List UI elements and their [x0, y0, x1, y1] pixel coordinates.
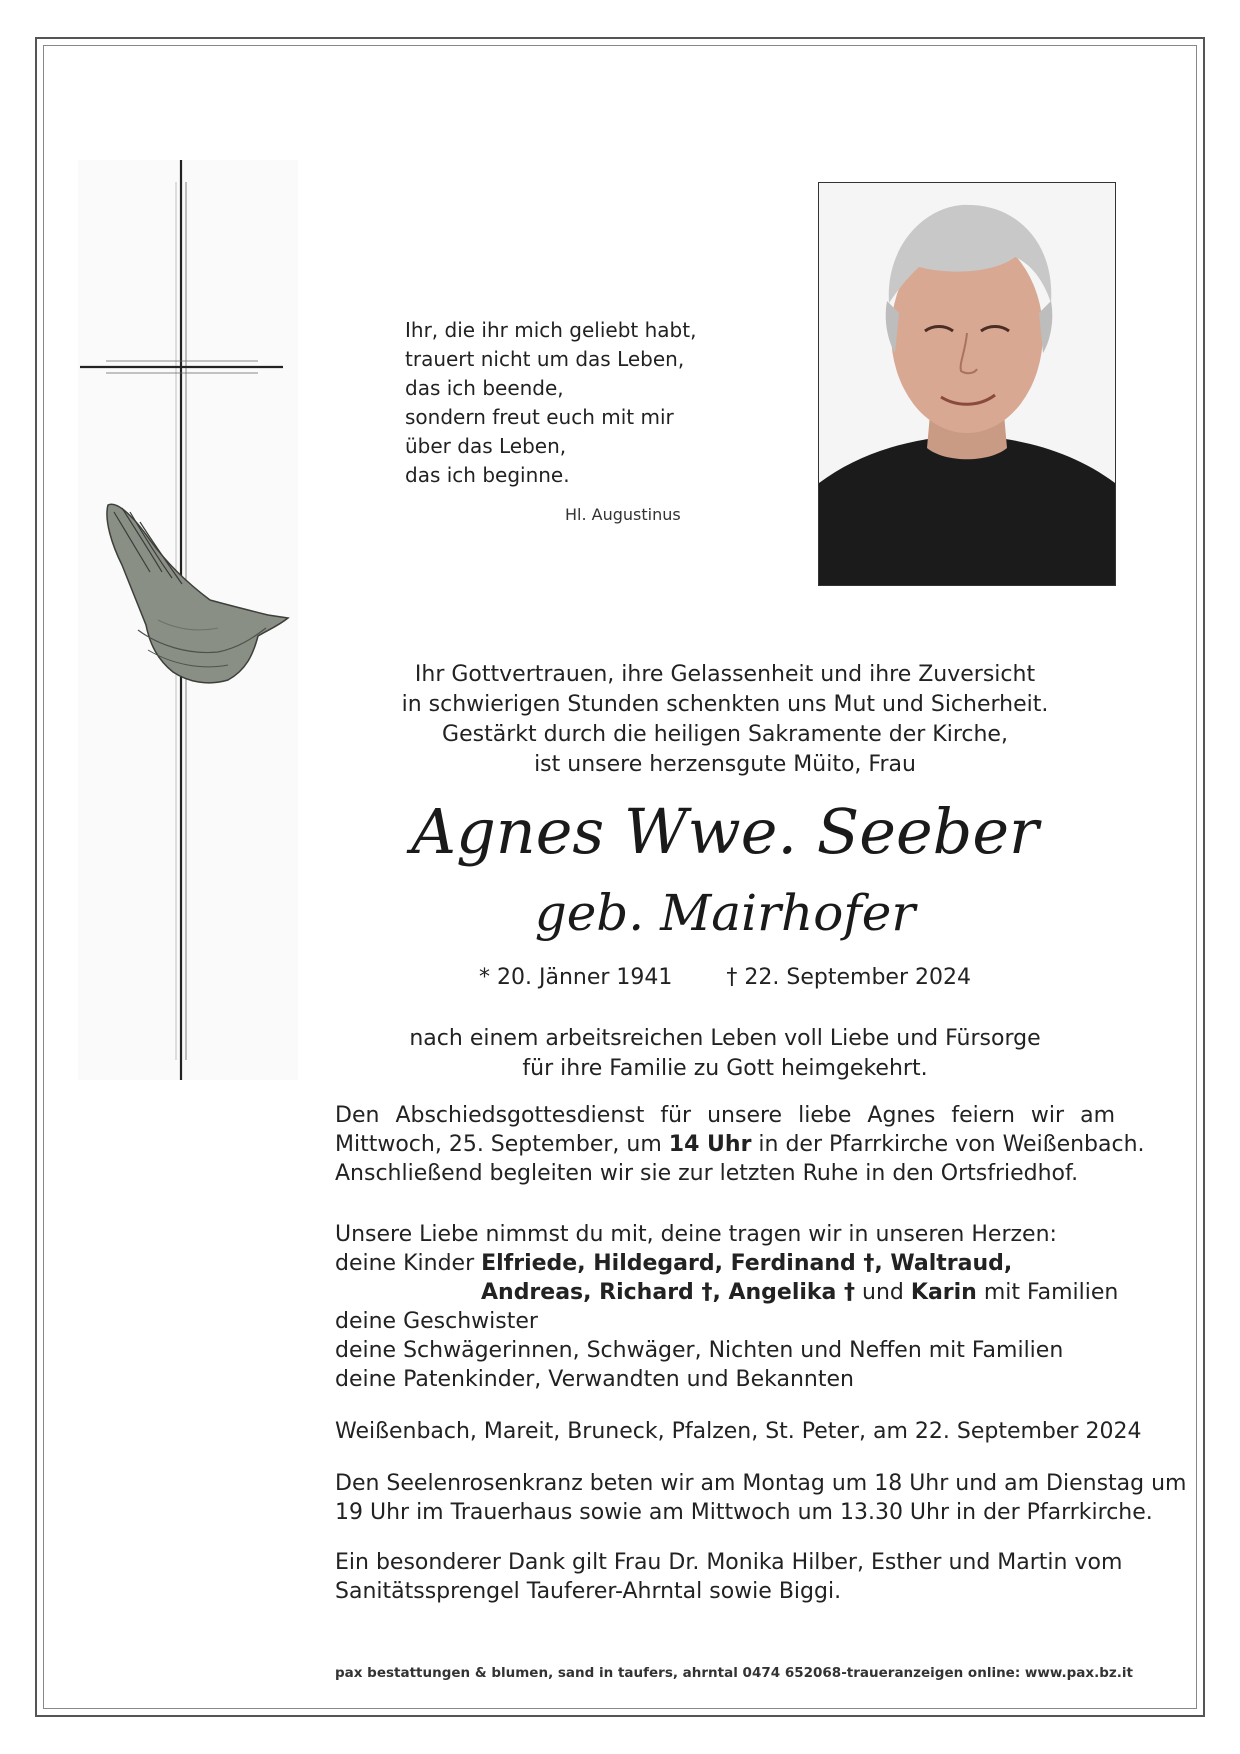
poem-line: sondern freut euch mit mir: [405, 405, 674, 429]
poem-line: das ich beginne.: [405, 463, 570, 487]
portrait-photo: [818, 182, 1116, 586]
children-line: Andreas, Richard †, Angelika † und Karin mit Familien: [481, 1280, 1119, 1305]
mourners-line: deine Geschwister: [335, 1309, 538, 1334]
mourners-intro: Unsere Liebe nimmst du mit, deine tragen wir in unseren Herzen:: [335, 1222, 1057, 1247]
mourners-line: deine Schwägerinnen, Schwäger, Nichten und Neffen mit Familien: [335, 1338, 1064, 1363]
service-announcement: [335, 1101, 1145, 1188]
closing-line: für ihre Familie zu Gott heimgekehrt.: [522, 1056, 928, 1081]
thanks-line: Ein besonderer Dank gilt Frau Dr. Monika Hilber, Esther und Martin vom: [335, 1550, 1123, 1575]
poem-line: über das Leben,: [405, 434, 567, 458]
poem-line: das ich beende,: [405, 376, 564, 400]
closing-center-text: [335, 1024, 1115, 1084]
poem-line: trauert nicht um das Leben,: [405, 347, 685, 371]
praying-hands-icon: [107, 504, 288, 683]
intro-text: [335, 660, 1115, 780]
poem-author: Hl. Augustinus: [565, 505, 681, 524]
mourners-list: [335, 1220, 1119, 1394]
deceased-name: Agnes Wwe. Seeber: [411, 795, 1039, 868]
thanks-line: Sanitätssprengel Tauferer-Ahrntal sowie Biggi.: [335, 1579, 842, 1604]
poem: [405, 316, 715, 490]
birth-date: * 20. Jänner 1941: [479, 965, 673, 990]
mourners-line: deine Patenkinder, Verwandten und Bekannten: [335, 1367, 854, 1392]
children-line: deine Kinder Elfriede, Hildegard, Ferdinand †, Waltraud,: [335, 1251, 1013, 1276]
footer-credit: pax bestattungen & blumen, sand in taufers, ahrntal 0474 652068-traueranzeigen online: www.pax.bz.it: [335, 1665, 1133, 1681]
rosary-line: Den Seelenrosenkranz beten wir am Montag um 18 Uhr und am Dienstag um: [335, 1471, 1187, 1496]
maiden-name: geb. Mairhofer: [534, 884, 916, 942]
place-date: Weißenbach, Mareit, Bruneck, Pfalzen, St. Peter, am 22. September 2024: [335, 1419, 1142, 1444]
life-dates: [335, 965, 1115, 990]
cross-praying-hands-icon: [78, 160, 298, 1080]
rosary-announcement: [335, 1469, 1187, 1527]
intro-line: Ihr Gottvertrauen, ihre Gelassenheit und ihre Zuversicht: [414, 662, 1036, 687]
intro-line: ist unsere herzensgute Müito, Frau: [534, 752, 916, 777]
intro-line: in schwierigen Stunden schenkten uns Mut und Sicherheit.: [401, 692, 1049, 717]
rosary-line: 19 Uhr im Trauerhaus sowie am Mittwoch um 13.30 Uhr in der Pfarrkirche.: [335, 1500, 1153, 1525]
service-line: Mittwoch, 25. September, um 14 Uhr in der Pfarrkirche von Weißenbach.: [335, 1132, 1145, 1157]
poem-line: Ihr, die ihr mich geliebt habt,: [405, 318, 697, 342]
service-line: Den Abschiedsgottesdienst für unsere liebe Agnes feiern wir am: [335, 1103, 1115, 1128]
death-date: † 22. September 2024: [726, 965, 971, 990]
closing-line: nach einem arbeitsreichen Leben voll Liebe und Fürsorge: [409, 1026, 1041, 1051]
service-line: Anschließend begleiten wir sie zur letzten Ruhe in den Ortsfriedhof.: [335, 1161, 1079, 1186]
intro-line: Gestärkt durch die heiligen Sakramente der Kirche,: [442, 722, 1008, 747]
thanks-text: [335, 1548, 1123, 1606]
